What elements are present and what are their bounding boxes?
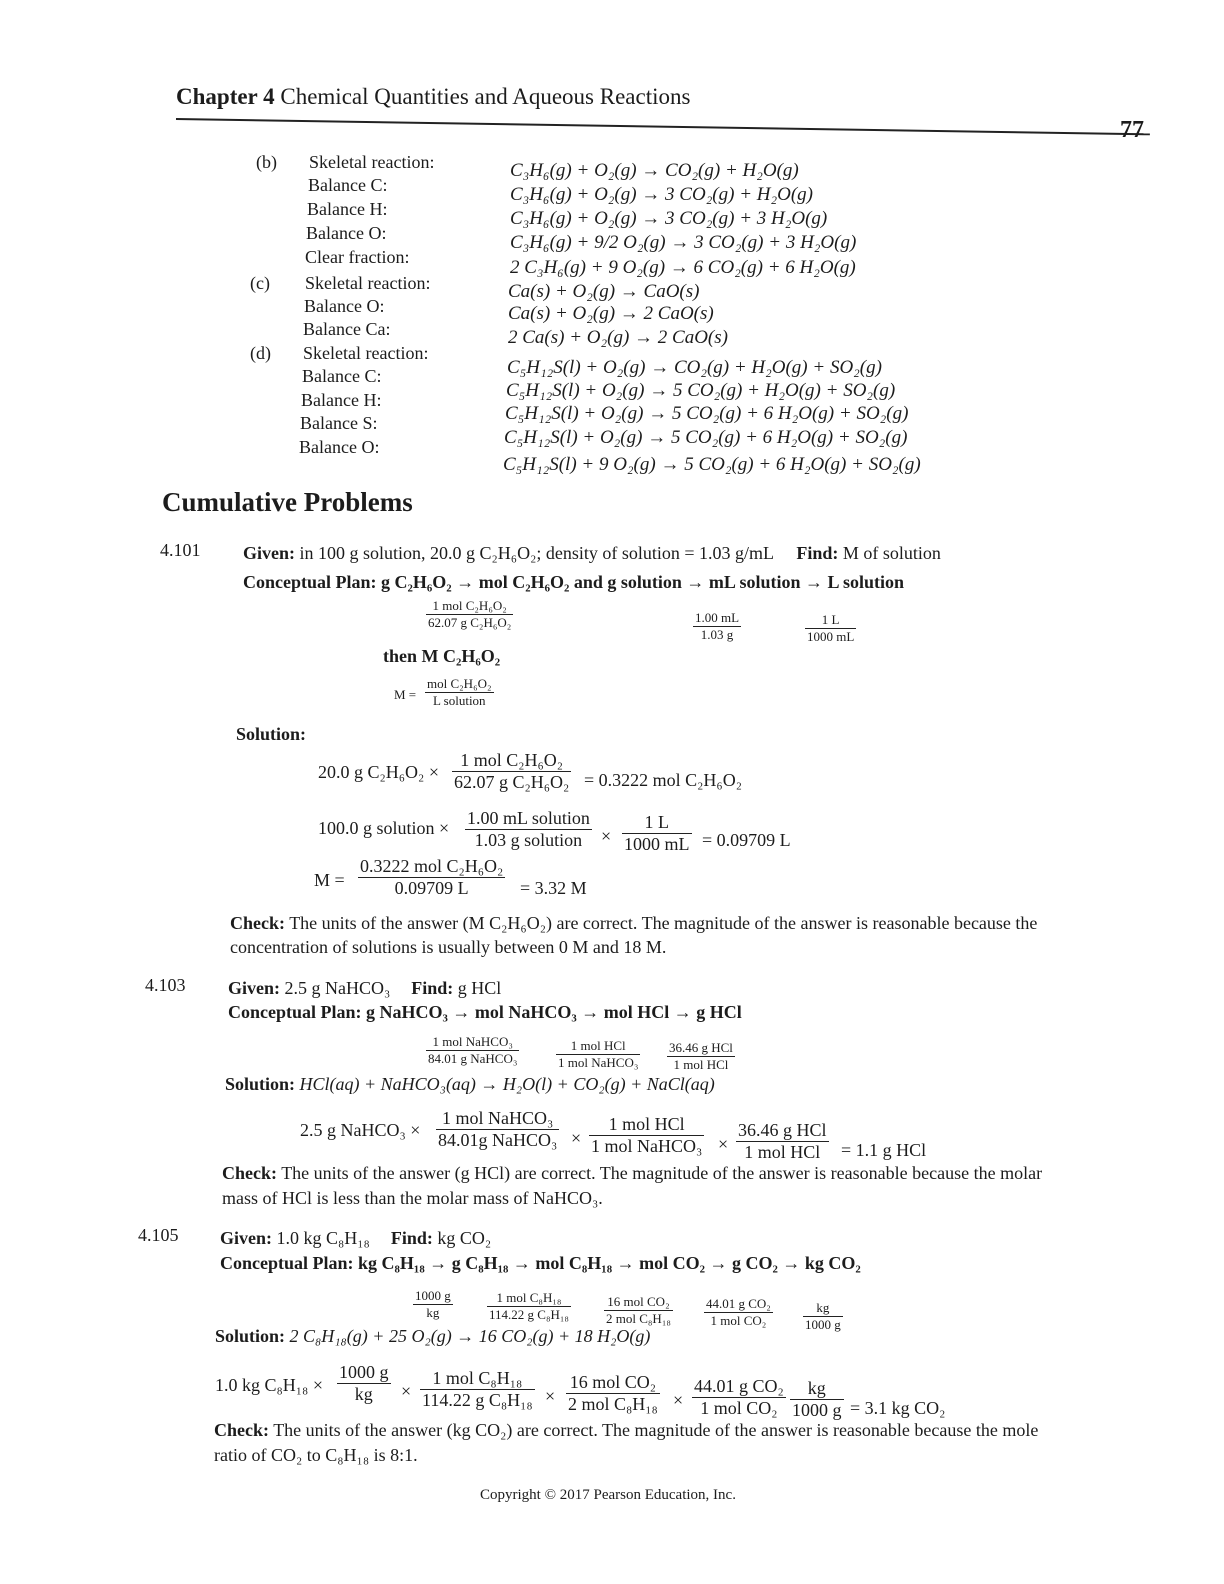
reaction-step-label: Balance C: [302,366,382,386]
p101-step2-lhs: 100.0 g solution × [318,818,450,838]
fraction-denominator: 1000 g [805,1317,841,1332]
reaction-equation: C₅H₁₂S(l) + 9 O₂(g) → 5 CO₂(g) + 6 H₂O(g) + SO₂(g) [503,454,921,475]
find-label: Find: [390,1228,433,1248]
reaction-part-label: (d) [250,343,271,363]
given-text: 2.5 g NaHCO₃ [284,978,391,998]
p101-step2-fraction-b [622,812,692,855]
reaction-step-label: Balance C: [308,175,388,195]
find-text: kg CO₂ [437,1228,492,1248]
reaction-part-label: (b) [256,152,277,172]
fraction-numerator: 36.46 g HCl [669,1040,733,1055]
p101-check-line-1 [230,913,1037,934]
header-rule [176,118,1150,135]
reaction-step-label: Balance H: [307,199,388,219]
reaction-part-label: (c) [250,273,270,293]
p101-m-fraction [425,676,494,709]
fraction-denominator: 2 mol C₈H₁₈ [606,1311,671,1326]
p101-check-line-2: concentration of solutions is usually between 0 M and 18 M. [230,937,667,957]
fraction-denominator: 0.09709 L [394,878,469,898]
fraction-numerator: 1.00 mL [695,610,740,625]
chapter-header [176,84,690,110]
p103-check-line-2: mass of HCl is less than the molar mass of NaHCO₃. [222,1188,603,1208]
fraction-denominator: 1 mol CO₂ [700,1398,778,1418]
p105-calc-fraction-2 [420,1368,535,1411]
given-label: Given: [220,1228,272,1248]
reaction-step-label: Skeletal reaction: [309,152,435,172]
fraction-numerator: 44.01 g CO₂ [706,1296,771,1311]
reaction-equation: Ca(s) + O₂(g) → CaO(s) [508,281,700,302]
fraction-numerator: 1 L [622,812,692,834]
p103-solution-line [225,1074,715,1095]
fraction-denominator: 114.22 g C₈H₁₈ [422,1390,533,1410]
p105-plan-fraction-5 [803,1300,843,1333]
fraction-denominator: 1000 mL [807,629,855,644]
p105-plan-fraction-3 [604,1294,673,1327]
fraction-denominator: 1.03 g solution [474,830,583,850]
p101-step2-fraction-a [465,808,592,851]
plan-label: Conceptual Plan: [228,1002,362,1022]
reaction-equation: C₃H₆(g) + 9/2 O₂(g) → 3 CO₂(g) + 3 H₂O(g) [510,232,857,253]
find-text: g HCl [457,978,502,998]
reaction-step-label: Balance O: [299,437,380,457]
given-label: Given: [228,978,280,998]
fraction-numerator: 1.00 mL solution [467,808,590,828]
p101-given-line [243,543,941,564]
solution-equation: 2 C₈H₁₈(g) + 25 O₂(g) → 16 CO₂(g) + 18 H₂O(g) [289,1326,651,1346]
fraction-numerator: 1 mol HCl [589,1114,704,1136]
p103-plan-fraction-2 [556,1038,640,1071]
reaction-equation: C₅H₁₂S(l) + O₂(g) → CO₂(g) + H₂O(g) + SO₂(g) [507,357,882,378]
fraction-numerator: 16 mol CO₂ [566,1372,660,1394]
p105-calc-fraction-1 [337,1362,391,1405]
reaction-step-label: Balance O: [304,296,385,316]
p105-calc-times-3: × [673,1390,684,1410]
fraction-denominator: kg [426,1305,440,1320]
check-label: Check: [222,1163,277,1183]
p101-plan-fraction-1 [426,598,513,631]
p103-check-line-1 [222,1163,1042,1184]
copyright-footer: Copyright © 2017 Pearson Education, Inc. [480,1487,736,1503]
fraction-numerator: 1 mol C₂H₆O₂ [452,750,571,772]
reaction-equation: 2 Ca(s) + O₂(g) → 2 CaO(s) [508,327,728,348]
fraction-denominator: 1000 g [792,1400,842,1420]
check-label: Check: [214,1420,269,1440]
problem-number-4-101: 4.101 [160,540,201,560]
p101-then-line: then M C₂H₆O₂ [383,646,501,666]
fraction-numerator: 1 mol C₈H₁₈ [420,1368,535,1390]
plan-label: Conceptual Plan: [243,572,377,592]
chapter-title: Chemical Quantities and Aqueous Reactions [280,84,691,109]
p105-plan-fraction-4 [704,1296,773,1329]
fraction-denominator: 1000 mL [624,834,690,854]
fraction-denominator: 2 mol C₈H₁₈ [568,1394,658,1414]
p105-calc-fraction-4 [692,1376,786,1419]
fraction-numerator: mol C₂H₆O₂ [427,676,492,691]
fraction-numerator: kg [790,1378,844,1400]
p103-given-line [228,978,501,999]
fraction-denominator: 114.22 g C₈H₁₈ [489,1307,569,1322]
reaction-equation: C₅H₁₂S(l) + O₂(g) → 5 CO₂(g) + 6 H₂O(g) + SO₂(g) [504,427,908,448]
fraction-denominator: 1 mol CO₂ [710,1313,767,1328]
reaction-equation: 2 C₃H₆(g) + 9 O₂(g) → 6 CO₂(g) + 6 H₂O(g) [510,257,856,278]
fraction-numerator: kg [803,1300,843,1317]
problem-number-4-105: 4.105 [138,1225,179,1245]
check-text: The units of the answer (g HCl) are correct. The magnitude of the answer is reasonable because the molar [281,1163,1043,1183]
reaction-step-label: Balance O: [306,223,387,243]
p105-plan-line [220,1253,861,1274]
plan-text: kg C₈H₁₈ → g C₈H₁₈ → mol C₈H₁₈ → mol CO₂ → g CO₂ → kg CO₂ [358,1253,861,1273]
reaction-step-label: Balance Ca: [303,319,391,339]
solution-label: Solution: [225,1074,296,1094]
fraction-denominator: L solution [432,693,486,708]
p103-calc-fraction-2 [589,1114,704,1157]
reaction-equation: C₅H₁₂S(l) + O₂(g) → 5 CO₂(g) + 6 H₂O(g) + SO₂(g) [505,403,909,424]
find-text: M of solution [842,543,941,563]
fraction-denominator: 1 mol HCl [673,1057,729,1072]
fraction-denominator: 62.07 g C₂H₆O₂ [454,772,570,792]
check-text: The units of the answer (M C₂H₆O₂) are correct. The magnitude of the answer is reasonable because the [289,913,1038,933]
p101-step2-rhs: = 0.09709 L [702,830,791,850]
p103-plan-fraction-1 [426,1034,519,1067]
fraction-denominator: 1 mol NaHCO₃ [591,1136,703,1156]
reaction-step-label: Balance H: [301,390,382,410]
fraction-numerator: 1 L [805,612,856,629]
p103-calc-fraction-1 [436,1108,559,1151]
reaction-step-label: Skeletal reaction: [305,273,431,293]
reaction-equation: C₃H₆(g) + O₂(g) → CO₂(g) + H₂O(g) [510,160,799,181]
solution-label: Solution: [215,1326,286,1346]
fraction-denominator: 1 mol HCl [744,1142,821,1162]
p103-calc-times-2: × [718,1134,729,1154]
fraction-numerator: 1000 g [339,1362,389,1382]
reaction-equation: C₃H₆(g) + O₂(g) → 3 CO₂(g) + 3 H₂O(g) [510,208,828,229]
fraction-numerator: 1000 g [415,1288,451,1303]
p101-step1-lhs: 20.0 g C₂H₆O₂ × [318,762,439,782]
plan-label: Conceptual Plan: [220,1253,354,1273]
p101-m-lhs: M = [394,687,417,702]
p105-calc-times-1: × [401,1381,412,1401]
p101-step3-lhs: M = [314,870,345,890]
p105-calc-lhs: 1.0 kg C₈H₁₈ × [215,1375,323,1395]
p105-given-line [220,1228,491,1249]
p105-check-line-2: ratio of CO₂ to C₈H₁₈ is 8:1. [214,1445,418,1465]
fraction-numerator: 1 mol NaHCO₃ [436,1108,559,1130]
p101-solution-label: Solution: [236,724,307,744]
plan-text: g NaHCO₃ → mol NaHCO₃ → mol HCl → g HCl [366,1002,742,1022]
p103-calc-fraction-3 [736,1120,829,1163]
chapter-label: Chapter 4 [176,84,275,109]
fraction-numerator: 36.46 g HCl [738,1120,827,1140]
reaction-equation: C₅H₁₂S(l) + O₂(g) → 5 CO₂(g) + H₂O(g) + SO₂(g) [506,380,896,401]
p103-plan-fraction-3 [667,1040,735,1073]
p103-plan-line [228,1002,742,1023]
p101-step3-rhs: = 3.32 M [520,878,587,898]
check-label: Check: [230,913,285,933]
p101-plan-fraction-2 [693,610,741,643]
fraction-numerator: 44.01 g CO₂ [694,1376,784,1396]
fraction-denominator: 1.03 g [700,627,734,642]
section-title: Cumulative Problems [162,487,413,517]
fraction-numerator: 1 mol C₂H₆O₂ [426,598,513,615]
p101-step1-rhs: = 0.3222 mol C₂H₆O₂ [584,770,742,790]
fraction-denominator: 84.01 g NaHCO₃ [428,1051,518,1066]
reaction-equation: C₃H₆(g) + O₂(g) → 3 CO₂(g) + H₂O(g) [510,184,813,205]
p101-step2-times: × [601,826,612,846]
p105-plan-fraction-1 [413,1288,453,1321]
p105-check-line-1 [214,1420,1038,1441]
p101-step1-fraction [452,750,571,793]
given-text: in 100 g solution, 20.0 g C₂H₆O₂; density of solution = 1.03 g/mL [299,543,774,563]
p105-calc-fraction-3 [566,1372,660,1415]
reaction-equation: Ca(s) + O₂(g) → 2 CaO(s) [508,303,714,324]
reaction-step-label: Balance S: [300,413,378,433]
fraction-numerator: 1 mol NaHCO₃ [426,1034,519,1051]
p103-calc-times-1: × [571,1128,582,1148]
p101-plan-fraction-3 [805,612,856,645]
p105-calc-fraction-5 [790,1378,844,1421]
given-text: 1.0 kg C₈H₁₈ [276,1228,370,1248]
fraction-numerator: 16 mol CO₂ [604,1294,673,1311]
p105-solution-line [215,1326,650,1347]
find-label: Find: [796,543,839,563]
p103-calc-rhs: = 1.1 g HCl [841,1140,927,1160]
check-text: The units of the answer (kg CO₂) are correct. The magnitude of the answer is reasonable because the mole [273,1420,1039,1440]
p101-step3-fraction [358,856,505,899]
reaction-step-label: Skeletal reaction: [303,343,429,363]
find-label: Find: [411,978,454,998]
fraction-denominator: 84.01g NaHCO₃ [438,1130,558,1150]
p103-calc-lhs: 2.5 g NaHCO₃ × [300,1120,421,1140]
p101-plan-line [243,572,904,593]
plan-text: g C₂H₆O₂ → mol C₂H₆O₂ and g solution → mL solution → L solution [381,572,904,592]
given-label: Given: [243,543,295,563]
fraction-denominator: kg [354,1384,373,1404]
reaction-step-label: Clear fraction: [305,247,410,267]
fraction-denominator: 62.07 g C₂H₆O₂ [428,615,512,630]
page-number: 77 [1120,117,1144,143]
fraction-numerator: 1 mol C₈H₁₈ [487,1290,571,1307]
problem-number-4-103: 4.103 [145,975,186,995]
p105-calc-rhs: = 3.1 kg CO₂ [850,1398,946,1418]
p105-calc-times-2: × [545,1386,556,1406]
solution-equation: HCl(aq) + NaHCO₃(aq) → H₂O(l) + CO₂(g) + NaCl(aq) [299,1074,715,1094]
fraction-denominator: 1 mol NaHCO₃ [558,1055,639,1070]
fraction-numerator: 1 mol HCl [556,1038,640,1055]
p105-plan-fraction-2 [487,1290,571,1323]
fraction-numerator: 0.3222 mol C₂H₆O₂ [360,856,504,876]
